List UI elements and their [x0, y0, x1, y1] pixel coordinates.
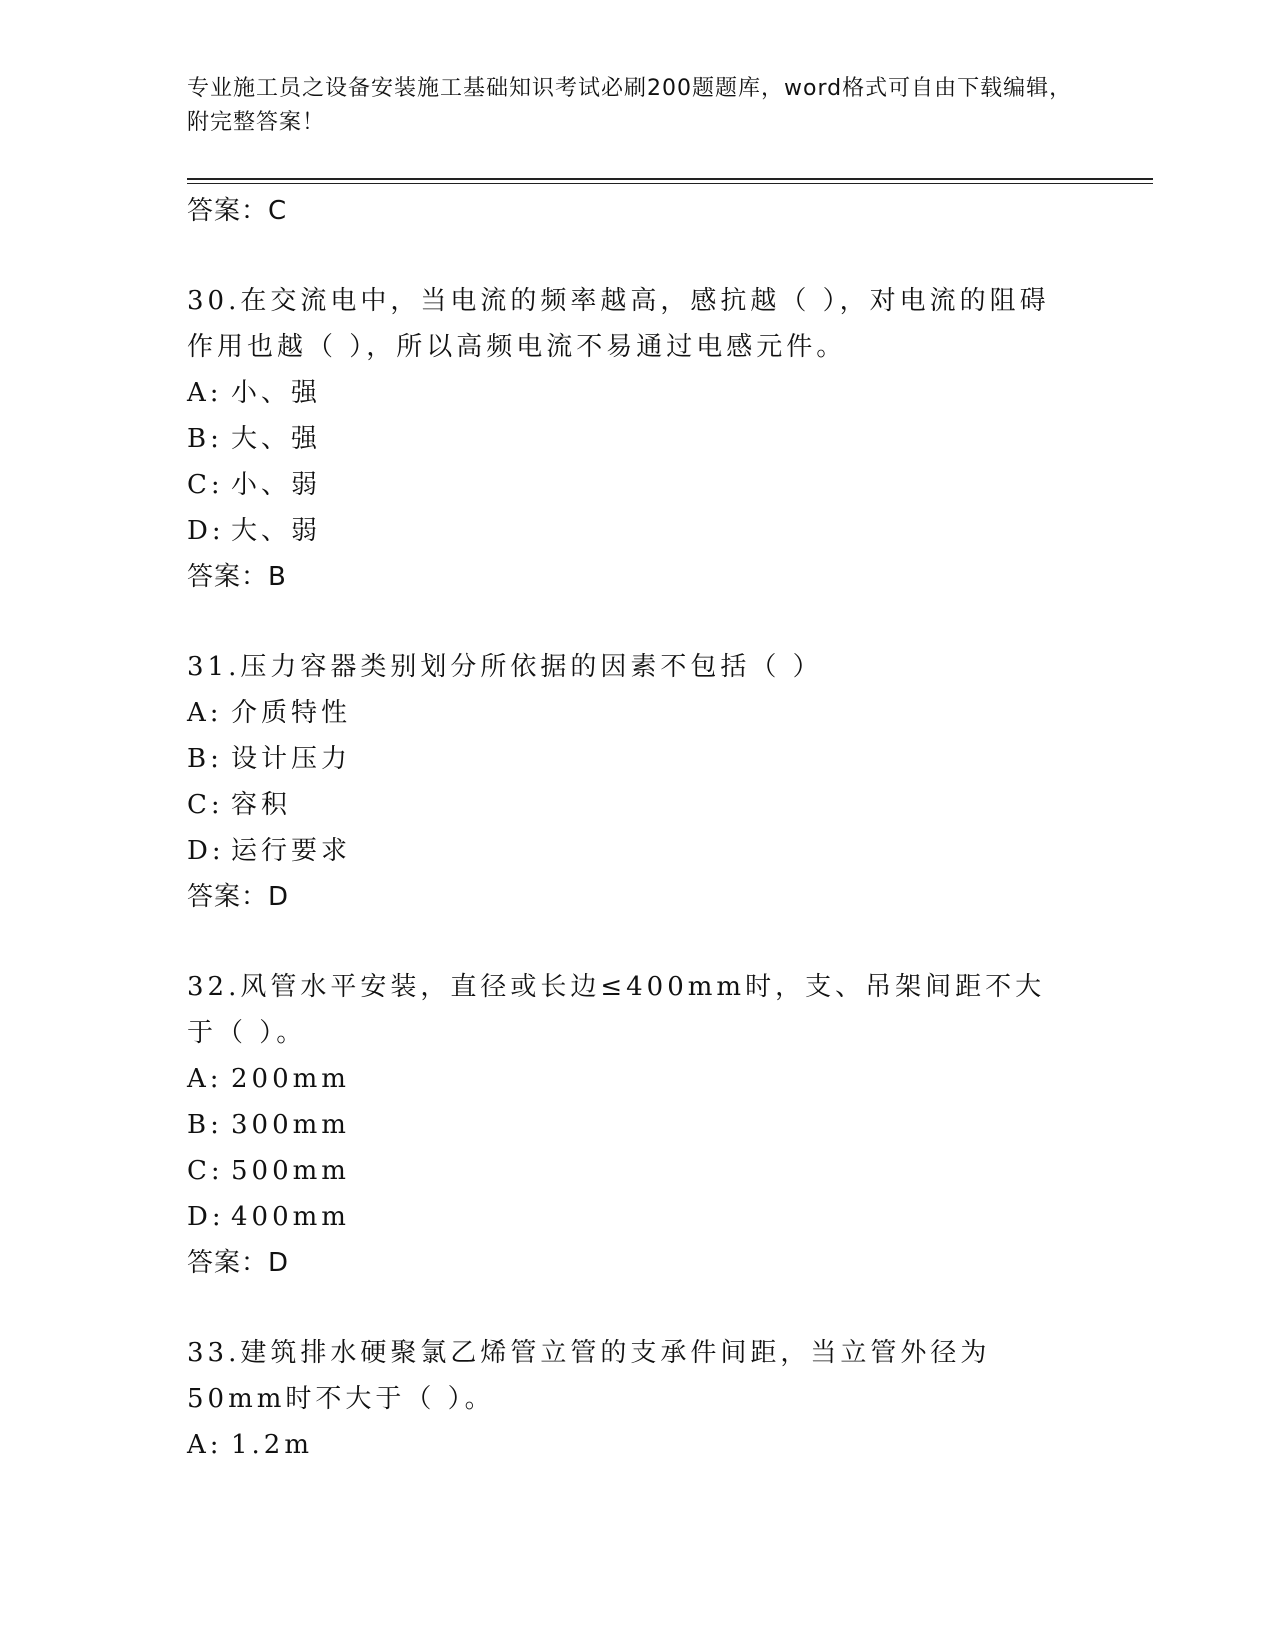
option-text: 容积 [231, 790, 292, 820]
option-c [187, 462, 1067, 508]
option-key: D: [187, 836, 225, 866]
option-key: A: [187, 698, 223, 728]
option-key: A: [187, 1064, 223, 1094]
question-stem: 33.建筑排水硬聚氯乙烯管立管的支承件间距，当立管外径为50mm时不大于（ ）。 [187, 1338, 991, 1414]
option-key: D: [187, 1202, 225, 1232]
question-stem: 30.在交流电中，当电流的频率越高，感抗越（ ），对电流的阻碍作用也越（ ），所以高频电流不易通过电感元件。 [187, 286, 1050, 362]
option-d [187, 1194, 1067, 1240]
header-rule-thick [187, 178, 1153, 180]
option-text: 1.2m [231, 1430, 314, 1460]
option-key: C: [187, 470, 224, 500]
question-stem: 32.风管水平安装，直径或长边≤400mm时，支、吊架间距不大于（ ）。 [187, 972, 1046, 1048]
option-text: 介质特性 [231, 698, 352, 728]
option-b [187, 416, 1067, 462]
option-d [187, 828, 1067, 874]
option-key: C: [187, 790, 224, 820]
option-key: C: [187, 1156, 224, 1186]
option-a [187, 370, 1067, 416]
answer-line: 答案：C [187, 196, 288, 226]
option-text: 大、弱 [231, 516, 322, 546]
option-b [187, 1102, 1067, 1148]
option-text: 小、强 [231, 378, 322, 408]
question-31 [187, 644, 1067, 920]
option-key: B: [187, 744, 223, 774]
question-list [187, 188, 1067, 1468]
option-text: 400mm [231, 1202, 350, 1232]
header-title: 专业施工员之设备安装施工基础知识考试必刷200题题库，word格式可自由下载编辑，附完整答案！ [187, 76, 1073, 135]
option-text: 设计压力 [231, 744, 352, 774]
header-rule-thin [187, 183, 1153, 184]
option-c [187, 782, 1067, 828]
answer-line: 答案：D [187, 882, 290, 912]
option-a [187, 1056, 1067, 1102]
question-32 [187, 964, 1067, 1286]
answer-line: 答案：B [187, 562, 287, 592]
option-a [187, 690, 1067, 736]
question-stem: 31.压力容器类别划分所依据的因素不包括（ ） [187, 652, 823, 682]
document-header [187, 72, 1087, 140]
option-c [187, 1148, 1067, 1194]
question-33 [187, 1330, 1067, 1468]
question-30 [187, 278, 1067, 600]
option-key: B: [187, 424, 223, 454]
option-a [187, 1422, 1067, 1468]
option-text: 运行要求 [231, 836, 352, 866]
option-text: 200mm [231, 1064, 350, 1094]
option-text: 大、强 [231, 424, 322, 454]
option-text: 500mm [231, 1156, 350, 1186]
option-key: A: [187, 378, 223, 408]
option-key: D: [187, 516, 225, 546]
option-text: 小、弱 [231, 470, 322, 500]
option-d [187, 508, 1067, 554]
option-b [187, 736, 1067, 782]
option-key: A: [187, 1430, 223, 1460]
option-key: B: [187, 1110, 223, 1140]
answer-line: 答案：D [187, 1248, 290, 1278]
option-text: 300mm [231, 1110, 350, 1140]
